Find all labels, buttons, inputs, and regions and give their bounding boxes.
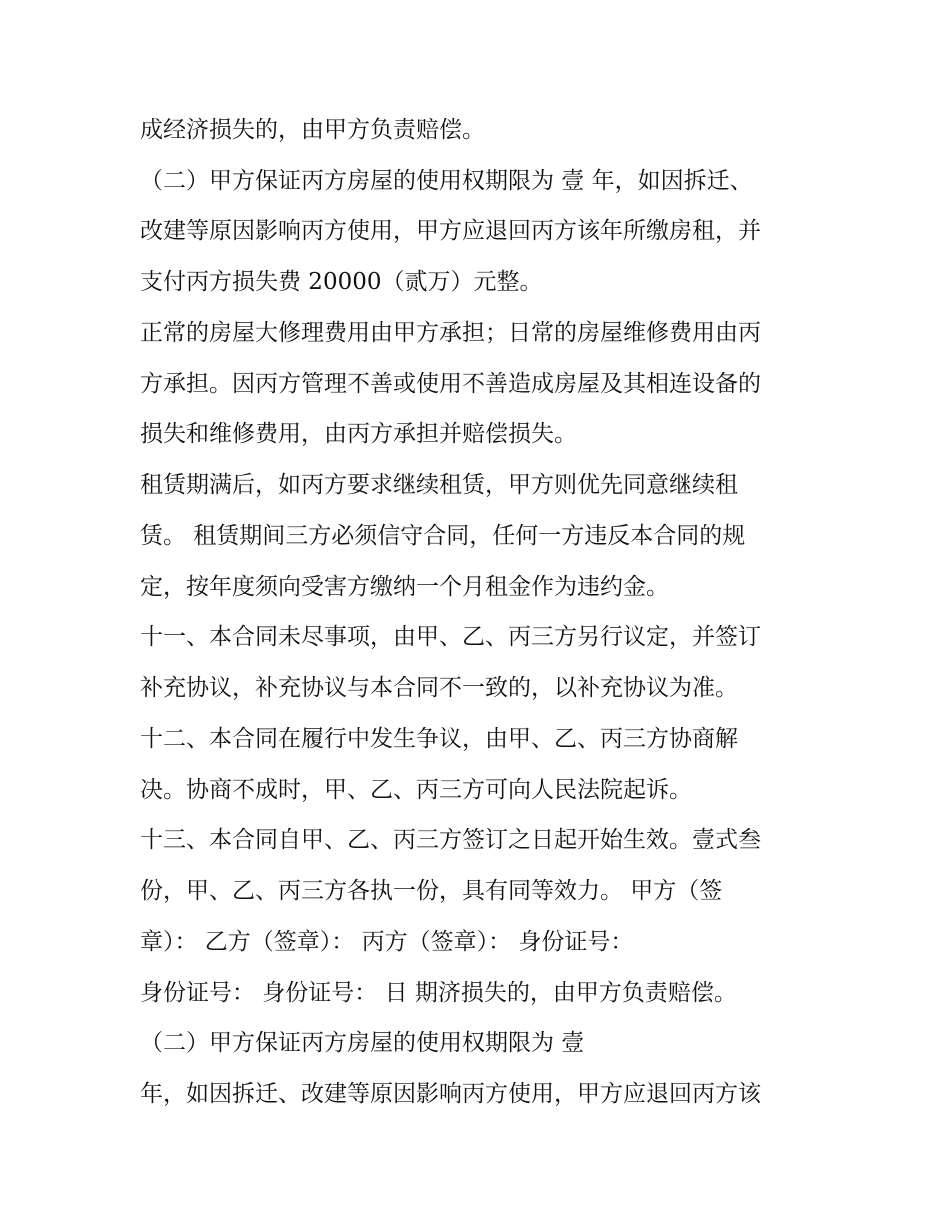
text-line: 份，甲、乙、丙三方各执一份，具有同等效力。 甲方（签 — [140, 878, 723, 904]
text-line: 方承担。因丙方管理不善或使用不善造成房屋及其相连设备的 — [140, 371, 761, 397]
text-line: 成经济损失的，由甲方负责赔偿。 — [140, 117, 485, 143]
text-line: 十二、本合同在履行中发生争议，由甲、乙、丙三方协商解 — [140, 726, 738, 752]
text-line: 损失和维修费用，由丙方承担并赔偿损失。 — [140, 421, 577, 447]
text-line: 租赁期满后，如丙方要求继续租赁，甲方则优先同意继续租 — [140, 472, 738, 498]
text-line: 年，如因拆迁、改建等原因影响丙方使用，甲方应退回丙方该 — [140, 1081, 761, 1107]
text-line: （二）甲方保证丙方房屋的使用权期限为 壹 年，如因拆迁、 — [140, 168, 753, 194]
text-line: 章）： 乙方（签章）： 丙方（签章）： 身份证号： — [140, 929, 634, 955]
text-line: 补充协议，补充协议与本合同不一致的，以补充协议为准。 — [140, 675, 738, 701]
text-line: 改建等原因影响丙方使用，甲方应退回丙方该年所缴房租，并 — [140, 218, 761, 244]
text-line: 定，按年度须向受害方缴纳一个月租金作为违约金。 — [140, 574, 669, 600]
text-line: 十三、本合同自甲、乙、丙三方签订之日起开始生效。壹式叁 — [140, 827, 761, 853]
text-line: 身份证号： 身份证号： 日 期济损失的，由甲方负责赔偿。 — [140, 980, 737, 1006]
text-line: 赁。 租赁期间三方必须信守合同，任何一方违反本合同的规 — [140, 523, 746, 549]
text-line: （二）甲方保证丙方房屋的使用权期限为 壹 — [140, 1030, 585, 1056]
text-line: 十一、本合同未尽事项，由甲、乙、丙三方另行议定，并签订 — [140, 624, 761, 650]
text-line: 支付丙方损失费 20000（贰万）元整。 — [140, 269, 543, 295]
text-line: 决。协商不成时，甲、乙、丙三方可向人民法院起诉。 — [140, 777, 692, 803]
text-line: 正常的房屋大修理费用由甲方承担；日常的房屋维修费用由丙 — [140, 320, 761, 346]
